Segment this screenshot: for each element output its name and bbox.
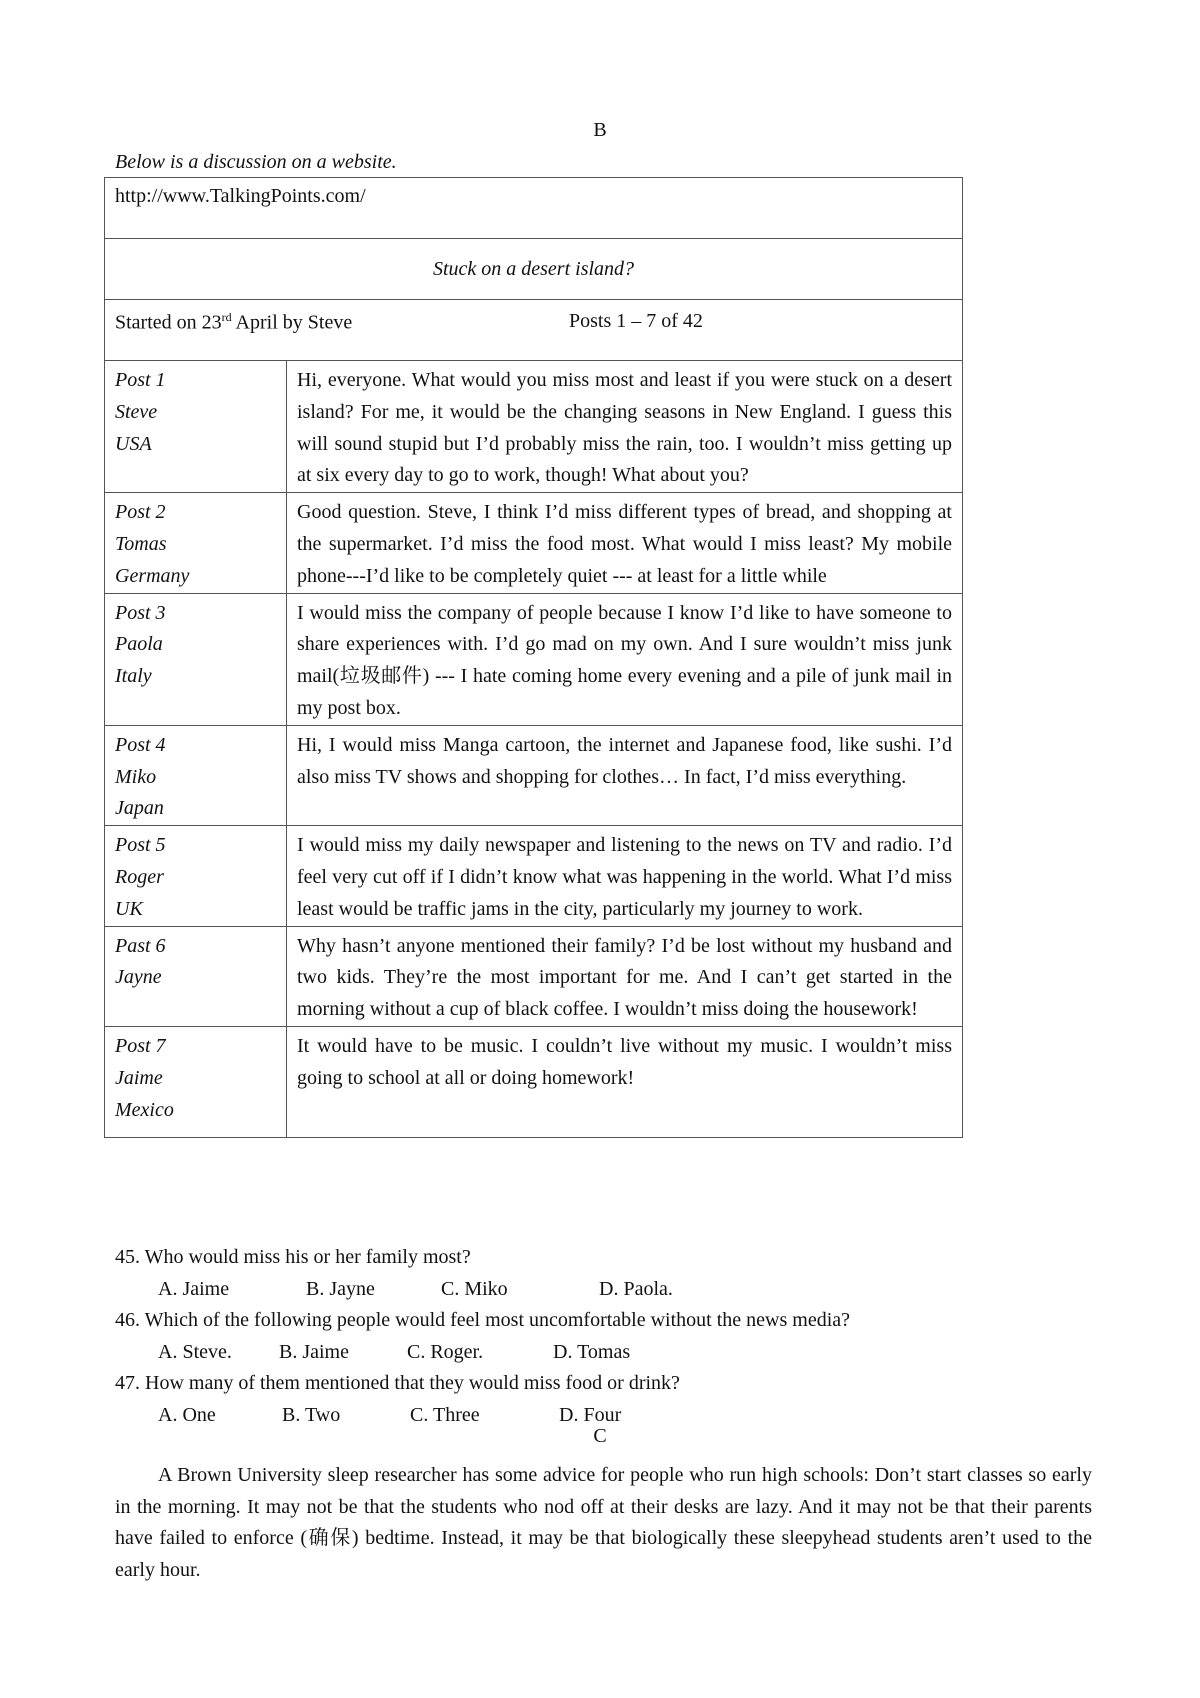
post-label: Post 2 bbox=[115, 501, 166, 524]
post-row bbox=[105, 593, 963, 725]
post-text: Good question. Steve, I think I’d miss different types of bread, and shopping at the supermarket. I’d miss the food most. What would I miss least? My mobile phone---I’d like to be completely quiet --- at least for a little while bbox=[287, 493, 963, 593]
post-name: Miko bbox=[115, 765, 157, 788]
url-cell bbox=[105, 178, 963, 239]
passage-c: A Brown University sleep researcher has some advice for people who run high schools: Don’t start classes so early in the morning. It may not be that the students who nod off at their desks are lazy. And it may not be that their parents have failed to enforce (确保) bedtime. Instead, it may be that biologically these sleepyhead students aren’t used to the early hour. bbox=[115, 1464, 1092, 1581]
post-text: Hi, everyone. What would you miss most and least if you were stuck on a desert island? For me, it would be the changing seasons in New England. I guess this will sound stupid but I’d probably miss the rain, too. I wouldn’t miss getting up at six every day to go to work, though! What about you? bbox=[287, 361, 963, 493]
question-stem: 46. Which of the following people would feel most uncomfortable without the news media? bbox=[115, 1309, 851, 1331]
question-45 bbox=[115, 1242, 850, 1305]
option-a[interactable]: A. Steve. bbox=[158, 1340, 232, 1363]
post-author bbox=[105, 1026, 287, 1137]
post-label: Post 4 bbox=[115, 733, 166, 756]
post-country: Italy bbox=[115, 665, 152, 688]
section-c-label: C bbox=[593, 1425, 607, 1447]
option-b[interactable]: B. Jayne bbox=[306, 1277, 375, 1300]
question-stem: 45. Who would miss his or her family most? bbox=[115, 1246, 471, 1268]
option-b[interactable]: B. Two bbox=[282, 1403, 341, 1426]
post-name: Jaime bbox=[115, 1066, 163, 1089]
question-stem: 47. How many of them mentioned that they would miss food or drink? bbox=[115, 1372, 680, 1394]
post-author bbox=[105, 926, 287, 1026]
thread-meta-cell bbox=[105, 300, 963, 361]
post-text: Why hasn’t anyone mentioned their family? I’d be lost without my husband and two kids. They’re the most important for me. And I can’t get started in the morning without a cup of black coffee. I wouldn’t miss doing the housework! bbox=[287, 926, 963, 1026]
option-d[interactable]: D. Paola. bbox=[599, 1277, 673, 1300]
option-d[interactable]: D. Tomas bbox=[553, 1340, 631, 1363]
question-options bbox=[158, 1337, 850, 1369]
post-text: It would have to be music. I couldn’t live without my music. I wouldn’t miss going to school at all or doing homework! bbox=[287, 1026, 963, 1137]
thread-title: Stuck on a desert island? bbox=[432, 258, 635, 280]
intro-text: Below is a discussion on a website. bbox=[115, 151, 397, 173]
post-text: Hi, I would miss Manga cartoon, the internet and Japanese food, like sushi. I’d also miss TV shows and shopping for clothes… In fact, I’d miss everything. bbox=[287, 725, 963, 825]
post-author bbox=[105, 493, 287, 593]
questions bbox=[115, 1242, 850, 1431]
post-author bbox=[105, 361, 287, 493]
question-options bbox=[158, 1274, 850, 1306]
post-country: UK bbox=[115, 897, 143, 920]
post-label: Post 7 bbox=[115, 1034, 166, 1057]
post-row bbox=[105, 493, 963, 593]
post-label: Post 5 bbox=[115, 834, 166, 857]
post-country: USA bbox=[115, 432, 152, 455]
post-name: Roger bbox=[115, 865, 164, 888]
question-47 bbox=[115, 1368, 850, 1431]
started-suffix: April by Steve bbox=[231, 311, 353, 334]
option-c[interactable]: C. Miko bbox=[441, 1277, 508, 1300]
post-label: Past 6 bbox=[115, 934, 166, 957]
post-row bbox=[105, 361, 963, 493]
post-author bbox=[105, 725, 287, 825]
option-d[interactable]: D. Four bbox=[559, 1403, 622, 1426]
started-info bbox=[115, 310, 569, 335]
post-row bbox=[105, 926, 963, 1026]
option-a[interactable]: A. One bbox=[158, 1403, 216, 1426]
post-name: Tomas bbox=[115, 532, 167, 555]
post-row bbox=[105, 826, 963, 926]
post-label: Post 3 bbox=[115, 601, 166, 624]
started-prefix: Started on 23 bbox=[115, 311, 222, 334]
forum-table bbox=[104, 177, 963, 1138]
option-b[interactable]: B. Jaime bbox=[279, 1340, 349, 1363]
post-text: I would miss my daily newspaper and listening to the news on TV and radio. I’d feel very cut off if I didn’t know what was happening in the world. What I’d miss least would be traffic jams in the city, particularly my journey to work. bbox=[287, 826, 963, 926]
option-c[interactable]: C. Roger. bbox=[407, 1340, 484, 1363]
thread-title-cell bbox=[105, 239, 963, 300]
post-country: Germany bbox=[115, 564, 190, 587]
post-name: Steve bbox=[115, 400, 158, 423]
post-label: Post 1 bbox=[115, 369, 166, 391]
post-row bbox=[105, 725, 963, 825]
post-country: Japan bbox=[115, 797, 164, 820]
post-name: Jayne bbox=[115, 966, 162, 989]
post-name: Paola bbox=[115, 633, 163, 656]
started-sup: rd bbox=[221, 310, 232, 324]
posts-count: Posts 1 – 7 of 42 bbox=[569, 310, 703, 332]
website-url[interactable]: http://www.TalkingPoints.com/ bbox=[115, 185, 366, 207]
option-c[interactable]: C. Three bbox=[410, 1403, 480, 1426]
section-b-label: B bbox=[593, 119, 607, 141]
option-a[interactable]: A. Jaime bbox=[158, 1277, 230, 1300]
post-row bbox=[105, 1026, 963, 1137]
post-text: I would miss the company of people because I know I’d like to have someone to share experiences with. I’d go mad on my own. And I sure wouldn’t miss junk mail(垃圾邮件) --- I hate coming home every evening and a pile of junk mail in my post box. bbox=[287, 593, 963, 725]
post-country: Mexico bbox=[115, 1098, 174, 1121]
post-author bbox=[105, 826, 287, 926]
question-46 bbox=[115, 1305, 850, 1368]
post-author bbox=[105, 593, 287, 725]
